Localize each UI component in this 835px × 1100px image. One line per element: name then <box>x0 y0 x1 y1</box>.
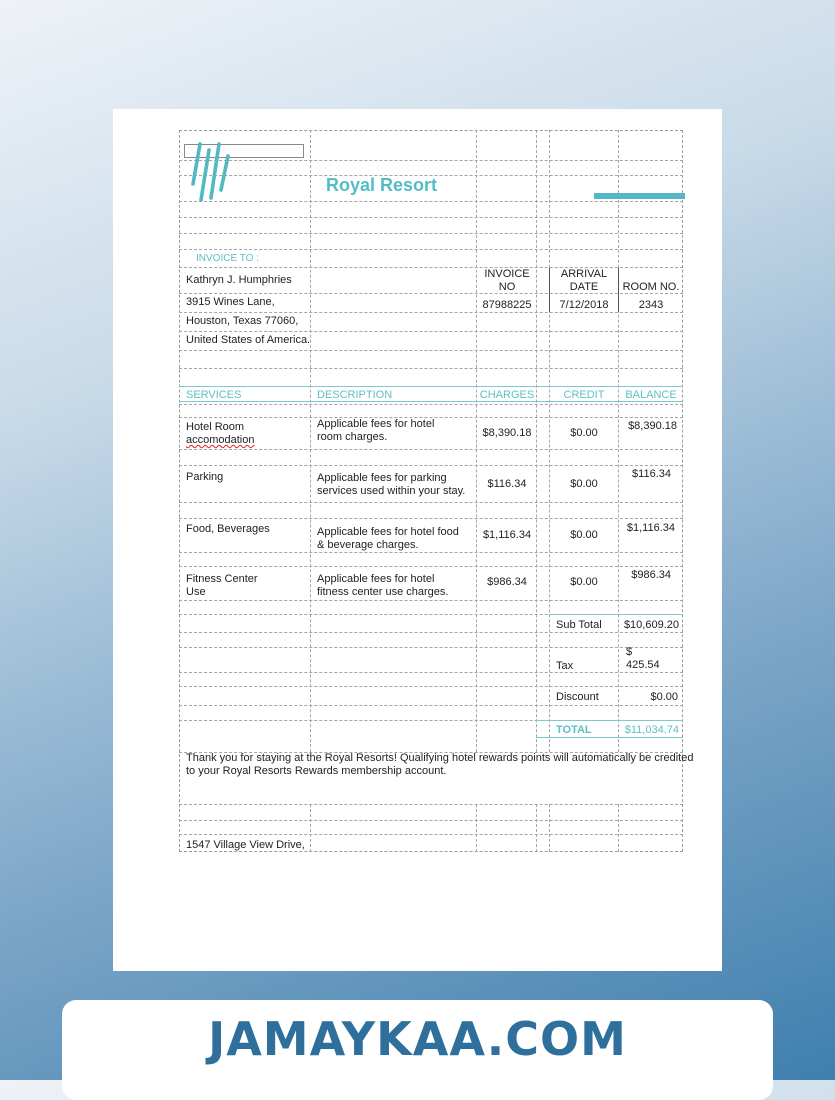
grid-row-line <box>179 566 683 567</box>
grid-row-line <box>179 834 683 835</box>
header-charges: CHARGES <box>479 389 535 401</box>
grid-row-line <box>179 312 683 313</box>
service-description-2: fitness center use charges. <box>317 586 449 598</box>
grid-row-line <box>179 672 683 673</box>
service-description: Applicable fees for parking <box>317 472 447 484</box>
grid-row-line <box>179 647 683 648</box>
service-charges: $1,116.34 <box>482 529 532 541</box>
header-balance: BALANCE <box>625 389 677 401</box>
grid-row-line <box>179 233 683 234</box>
grid-col-line <box>618 130 619 852</box>
grid-col-line <box>536 130 537 852</box>
service-credit: $0.00 <box>570 427 598 439</box>
grid-row-line <box>179 331 683 332</box>
service-description: Applicable fees for hotel <box>317 573 435 585</box>
address-line-2: Houston, Texas 77060, <box>186 315 299 327</box>
service-name: Fitness Center <box>186 573 258 585</box>
resort-logo-icon <box>190 140 234 202</box>
service-description-2: & beverage charges. <box>317 539 419 551</box>
service-description: Applicable fees for hotel food <box>317 526 459 538</box>
grid-row-line <box>179 705 683 706</box>
grid-row-line <box>179 820 683 821</box>
tax-label: Tax <box>556 660 574 672</box>
service-balance: $8,390.18 <box>628 420 677 432</box>
grid-col-line <box>476 130 477 852</box>
grid-row-line <box>179 201 683 202</box>
site-watermark: JAMAYKAA.COM <box>208 1012 627 1066</box>
arrival-date-label: ARRIVAL <box>560 268 608 280</box>
grid-row-line <box>179 518 683 519</box>
service-balance: $116.34 <box>632 468 671 480</box>
grid-row-line <box>179 160 683 161</box>
arrival-date-value: 7/12/2018 <box>559 299 609 311</box>
grid-row-line <box>179 217 683 218</box>
service-name: Parking <box>186 471 224 483</box>
total-top-rule <box>536 720 683 721</box>
subtotal-label: Sub Total <box>556 619 602 631</box>
invoice-to-label: INVOICE TO : <box>196 253 259 264</box>
total-label: TOTAL <box>556 724 592 736</box>
service-description: Applicable fees for hotel <box>317 418 435 430</box>
service-name-2: Use <box>186 586 206 598</box>
service-credit: $0.00 <box>570 478 598 490</box>
discount-label: Discount <box>556 691 599 703</box>
tax-currency: $ <box>626 646 633 658</box>
header-description: DESCRIPTION <box>317 389 393 401</box>
grid-row-line <box>179 404 683 405</box>
grid-row-line <box>179 804 683 805</box>
service-name: Food, Beverages <box>186 523 270 535</box>
total-value: $11,034.74 <box>624 724 679 736</box>
room-no-label: ROOM NO. <box>622 281 680 293</box>
grid-row-line <box>179 465 683 466</box>
invoice-no-label: INVOICE <box>484 268 530 280</box>
service-description-2: services used within your stay. <box>317 485 466 497</box>
subtotal-value: $10,609.20 <box>623 619 679 631</box>
header-credit: CREDIT <box>563 389 605 401</box>
footer-address: 1547 Village View Drive, <box>186 839 305 851</box>
service-description-2: room charges. <box>317 431 388 443</box>
grid-col-line <box>310 130 311 852</box>
service-credit: $0.00 <box>570 576 598 588</box>
tax-value: 425.54 <box>626 659 660 671</box>
service-charges: $116.34 <box>487 478 527 490</box>
customer-name: Kathryn J. Humphries <box>186 274 292 286</box>
grid-row-line <box>179 249 683 250</box>
address-line-1: 3915 Wines Lane, <box>186 296 275 308</box>
service-name-2: accomodation <box>186 434 255 446</box>
grid-row-line <box>179 552 683 553</box>
grid-row-line <box>179 449 683 450</box>
header-top-rule <box>179 386 683 387</box>
subtotal-rule <box>549 614 683 615</box>
grid-row-line <box>179 632 683 633</box>
header-services: SERVICES <box>186 389 242 401</box>
invoice-no-value: 87988225 <box>482 299 532 311</box>
accent-bar <box>594 193 685 199</box>
service-balance: $1,116.34 <box>626 522 675 534</box>
service-credit: $0.00 <box>570 529 598 541</box>
grid-row-line <box>179 686 683 687</box>
grid-row-line <box>179 368 683 369</box>
service-name: Hotel Room <box>186 421 245 433</box>
thank-you-note-2: to your Royal Resorts Rewards membership account. <box>186 765 447 777</box>
address-line-3: United States of America. <box>186 334 311 346</box>
grid-row-line <box>179 600 683 601</box>
thank-you-note: Thank you for staying at the Royal Resorts! Qualifying hotel rewards points will automatically be credited <box>186 752 694 764</box>
service-charges: $8,390.18 <box>482 427 532 439</box>
service-balance: $986.34 <box>631 569 671 581</box>
grid-row-line <box>179 350 683 351</box>
company-name: Royal Resort <box>326 175 438 195</box>
discount-value: $0.00 <box>650 691 678 703</box>
room-no-value: 2343 <box>638 299 664 311</box>
grid-row-line <box>179 502 683 503</box>
invoice-no-label-2: NO <box>498 281 516 293</box>
arrival-date-label-2: DATE <box>569 281 599 293</box>
service-charges: $986.34 <box>487 576 527 588</box>
total-bottom-rule <box>536 737 683 738</box>
grid-col-line <box>549 130 550 852</box>
